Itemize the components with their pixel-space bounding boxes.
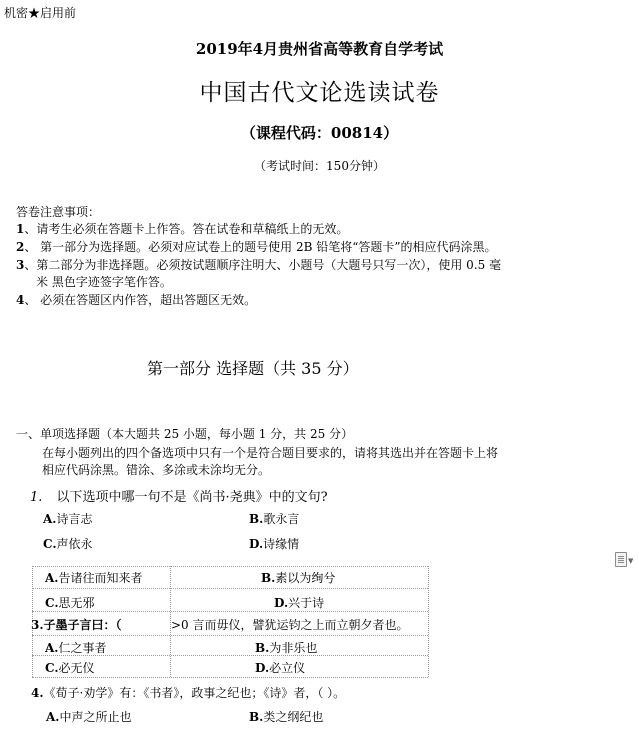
- exam-title: 2019年4月贵州省高等教育自学考试: [195, 40, 444, 58]
- question-number: 4.: [31, 686, 44, 700]
- option-b: [249, 510, 299, 527]
- option-key: B.: [261, 571, 276, 585]
- exam-time: （考试时间：150分钟）: [254, 159, 385, 173]
- notice-item-text: 、第二部分为非选择题。必须按试题顺序注明大、小题号（大题号只写一次），使用 0.5 毫: [24, 258, 502, 272]
- option-text: 必无仪: [58, 661, 95, 675]
- option-b: [255, 639, 317, 656]
- option-a: [43, 510, 93, 527]
- option-text: 仁之事者: [58, 641, 107, 655]
- option-text: 歌永言: [263, 512, 300, 526]
- notice-item: [16, 291, 256, 308]
- option-c: [45, 594, 95, 611]
- notice-item-number: 2: [16, 240, 25, 254]
- option-key: C.: [45, 596, 59, 610]
- question-1: [30, 486, 328, 505]
- question-stem: 《荀子·劝学》有：《书者》，政事之纪也；《诗》者，（ ）。: [43, 686, 346, 700]
- option-c: [43, 535, 93, 552]
- option-text: 类之纲纪也: [263, 710, 324, 724]
- option-text: 素以为绚兮: [275, 571, 336, 585]
- question-3-stem-end: >0 言而毋仪，譬犹运钧之上而立朝夕者也。: [171, 618, 409, 632]
- question-4: [31, 684, 345, 701]
- option-key: B.: [249, 710, 264, 724]
- notice-item-text: 、 第一部分为选择题。必须对应试卷上的题号使用 2B 铅笔将“答题卡”的相应代码涂黑。: [24, 240, 497, 254]
- option-d: [249, 535, 299, 552]
- notice-item-number: 4: [16, 293, 25, 307]
- option-text: 中声之所止也: [59, 710, 132, 724]
- option-text: 告诸往而知来者: [58, 571, 143, 585]
- option-key: C.: [45, 661, 59, 675]
- notice-item: [16, 220, 348, 237]
- notice-item-text: 、 必须在答题区内作答，超出答题区无效。: [24, 293, 257, 307]
- option-d: [255, 659, 305, 676]
- confidential-mark: 机密★启用前: [4, 6, 77, 20]
- notice-item-text: 、请考生必须在答题卡上作答。答在试卷和草稿纸上的无效。: [24, 222, 349, 236]
- option-key: C.: [43, 537, 57, 551]
- option-text: 思无邪: [58, 596, 95, 610]
- paper-title: 中国古代文论选读试卷: [199, 80, 440, 106]
- document-icon[interactable]: [615, 552, 627, 567]
- option-d: [274, 594, 324, 611]
- course-code: （课程代码：00814）: [240, 124, 399, 142]
- section-instruction: 相应代码涂黑。错涂、多涂或未涂均无分。: [42, 463, 271, 477]
- option-a: [45, 569, 143, 586]
- notice-item: [16, 256, 501, 273]
- notice-item-continuation: 米 黑色字迹签字笔作答。: [36, 275, 172, 289]
- option-key: A.: [46, 710, 60, 724]
- option-key: B.: [249, 512, 264, 526]
- option-a: [46, 708, 132, 725]
- part-title: 第一部分 选择题（共 35 分）: [147, 359, 359, 378]
- notice-item: [16, 238, 497, 255]
- option-key: D.: [249, 537, 264, 551]
- option-text: 诗缘情: [263, 537, 300, 551]
- option-key: A.: [45, 641, 59, 655]
- option-key: A.: [43, 512, 57, 526]
- notice-item-number: 3: [16, 258, 25, 272]
- notice-item-number: 1: [16, 222, 25, 236]
- section-title: 一、单项选择题（本大题共 25 小题，每小题 1 分，共 25 分）: [16, 427, 354, 441]
- option-key: D.: [255, 661, 270, 675]
- option-text: 必立仪: [269, 661, 306, 675]
- question-number: 1.: [30, 490, 43, 505]
- option-text: 诗言志: [56, 512, 93, 526]
- option-c: [45, 659, 95, 676]
- option-text: 为非乐也: [269, 641, 318, 655]
- option-text: 兴于诗: [288, 596, 325, 610]
- section-instruction: 在每小题列出的四个备选项中只有一个是符合题目要求的，请将其选出并在答题卡上将: [42, 446, 499, 460]
- option-key: A.: [45, 571, 59, 585]
- notice-heading: 答卷注意事项：: [16, 205, 101, 219]
- option-b: [249, 708, 323, 725]
- option-key: B.: [255, 641, 270, 655]
- question-3-stem-start: 3.子墨子言曰：（: [31, 618, 122, 632]
- question-stem: 以下选项中哪一句不是《尚书·尧典》中的文句?: [56, 490, 328, 505]
- option-key: D.: [274, 596, 289, 610]
- option-text: 声依永: [56, 537, 93, 551]
- option-a: [45, 639, 107, 656]
- chevron-down-icon[interactable]: ▼: [628, 557, 634, 565]
- option-b: [261, 569, 335, 586]
